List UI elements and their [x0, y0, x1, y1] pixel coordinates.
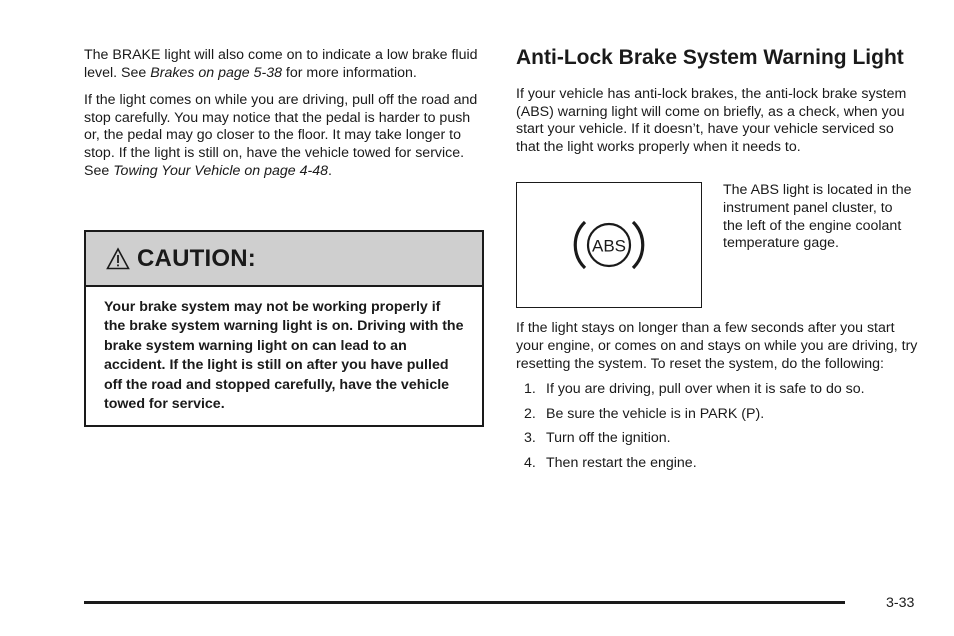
- abs-figure: [516, 182, 921, 312]
- caution-title: CAUTION:: [137, 244, 256, 272]
- right-column: [516, 44, 921, 480]
- list-item: 2. Be sure the vehicle is in PARK (P).: [524, 405, 765, 422]
- footer-rule: [84, 601, 845, 604]
- abs-caption: The ABS light is located in the instrument panel cluster, to the left of the engine coolant temperature gage.: [723, 182, 912, 252]
- warning-triangle-icon: [106, 247, 130, 271]
- reset-paragraph: If the light stays on longer than a few seconds after you start your engine, or comes on and stays on while you are driving, try resetting the system. To reset the system, do the following:: [516, 320, 918, 372]
- brake-fluid-paragraph: The BRAKE light will also come on to indicate a low brake fluid level. See Brakes on page 5-38 for more information.: [84, 47, 478, 81]
- abs-label: ABS: [591, 236, 627, 256]
- caution-box: [84, 230, 484, 427]
- abs-warning-light-icon: [571, 216, 647, 274]
- reset-steps: [516, 381, 921, 472]
- pull-off-paragraph: If the light comes on while you are driving, pull off the road and stop carefully. You may notice that the pedal is harder to push or, the pedal may go closer to the floor. It may take longer to stop. If the light is still on, have the vehicle towed for service. See Towing Your Vehicle on page 4-48.: [84, 92, 478, 179]
- list-item: 4. Then restart the engine.: [524, 454, 697, 471]
- caution-text: Your brake system may not be working properly if the brake system warning light is on. Driving with the brake system warning light on can lead to an accident. If the light is still on after you have pulled off the road and stopped carefully, have the vehicle towed for service.: [104, 299, 464, 413]
- page-number: 3-33: [886, 595, 915, 611]
- list-item: 1. If you are driving, pull over when it is safe to do so.: [524, 381, 865, 398]
- section-heading: Anti-Lock Brake System Warning Light: [516, 46, 904, 69]
- towing-reference: Towing Your Vehicle on page 4-48: [113, 162, 328, 179]
- abs-intro-paragraph: If your vehicle has anti-lock brakes, the anti-lock brake system (ABS) warning light will come on briefly, as a check, when you start your vehicle. If it doesn’t, have your vehicle serviced so that the light works properly when it needs to.: [516, 86, 907, 155]
- brakes-reference: Brakes on page 5-38: [150, 64, 282, 81]
- left-column: [84, 47, 484, 180]
- caution-header: [86, 232, 482, 287]
- abs-illustration: [516, 182, 702, 308]
- list-item: 3. Turn off the ignition.: [524, 430, 671, 447]
